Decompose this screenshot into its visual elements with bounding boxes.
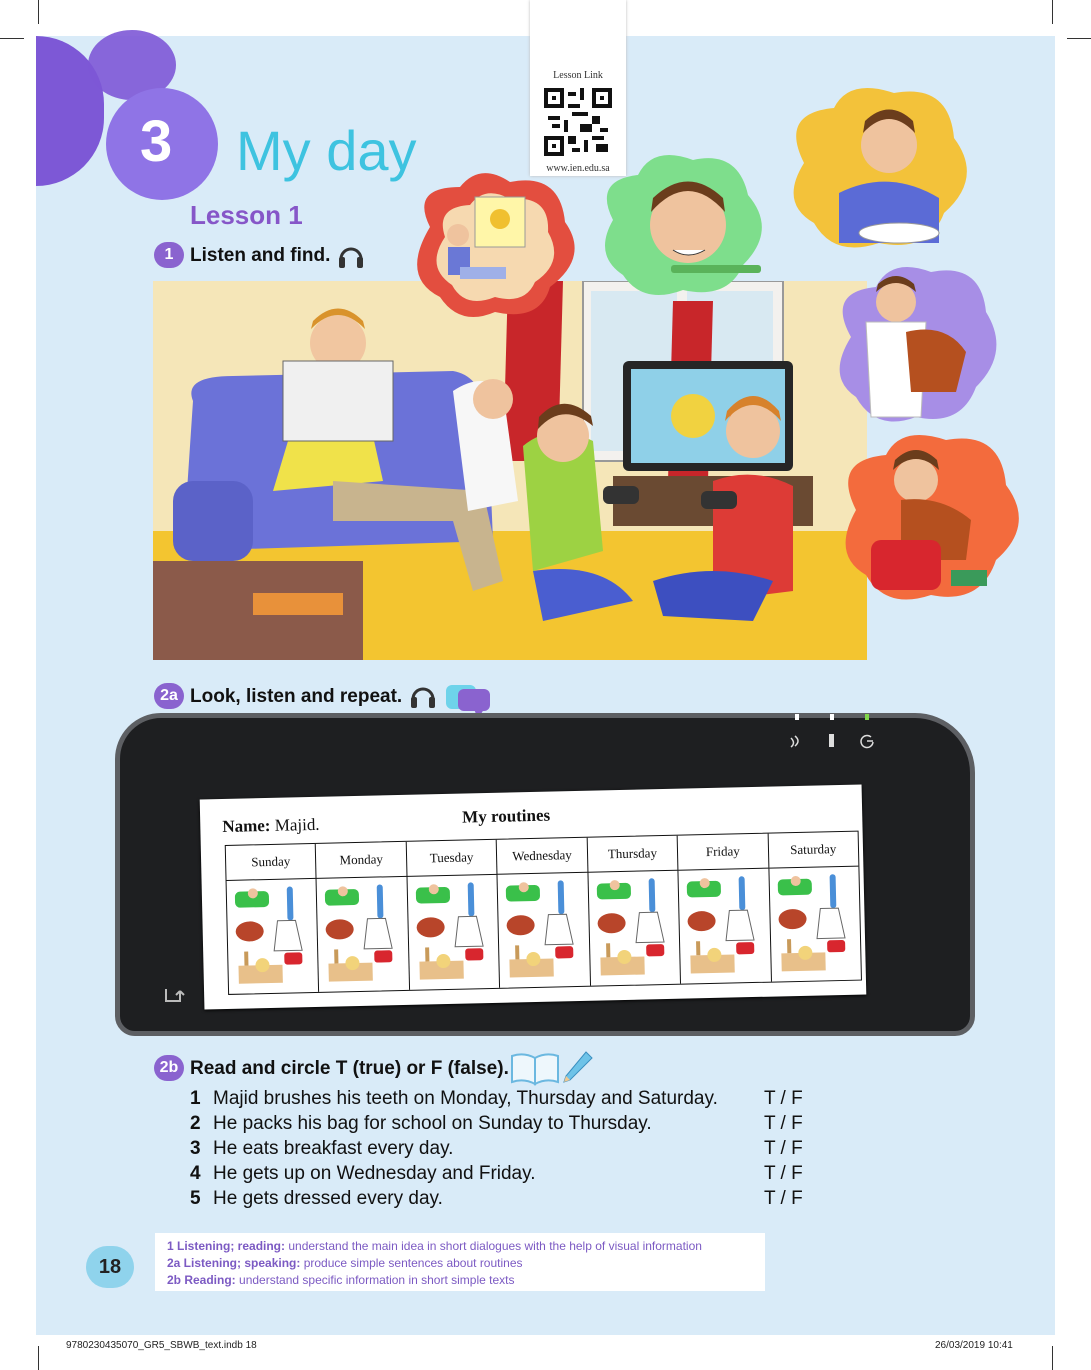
objective-line [167,1273,514,1287]
day-column [768,832,861,982]
crop-mark [0,38,24,39]
eat-breakfast-bubble [779,83,977,255]
routine-icons [502,878,586,984]
lesson-heading: Lesson 1 [190,200,303,230]
day-column [497,838,591,988]
brush-teeth-bubble [593,150,770,300]
objective-text: produce simple sentences about routines [303,1256,523,1270]
living-room-illustration [153,281,867,660]
true-false-choice[interactable]: T / F [764,1138,803,1159]
learning-objectives [155,1233,765,1291]
objective-line [167,1239,702,1253]
routine-icons [321,882,405,988]
lesson-link-label: Lesson Link [553,70,603,81]
day-column [678,834,772,984]
crop-mark [38,1346,39,1370]
routine-icons [231,884,315,990]
exercise-badge: 2b [154,1055,184,1081]
objective-text: understand specific information in short simple texts [239,1273,515,1287]
routine-icons [411,880,495,986]
day-name: Tuesday [407,840,497,877]
day-column [587,836,681,986]
day-name: Saturday [768,832,858,869]
print-file-info: 9780230435070_GR5_SBWB_text.indb 18 [66,1340,257,1351]
headphones-icon[interactable] [336,241,366,271]
routine-icons [683,874,767,980]
day-column [316,842,410,992]
day-name: Wednesday [497,838,587,875]
pencil-icon [560,1050,594,1086]
objective-label: 2a Listening; speaking: [167,1256,301,1270]
crop-mark [1067,38,1091,39]
day-name: Thursday [587,836,677,873]
routine-icons [773,872,857,978]
exercise-badge: 1 [154,242,184,268]
exercise-badge: 2a [154,683,184,709]
day-name: Monday [316,842,406,879]
status-light [865,714,869,720]
true-false-choice[interactable]: T / F [764,1163,803,1184]
get-up-bubble [400,167,582,323]
status-light [830,714,834,720]
item-number: 1 [190,1088,201,1109]
day-name: Sunday [226,844,316,881]
item-text: He gets up on Wednesday and Friday. [213,1163,536,1184]
objective-line [167,1256,523,1270]
page-number: 18 [86,1246,134,1288]
item-text: He eats breakfast every day. [213,1138,454,1159]
tablet-back-icon[interactable] [160,983,186,1005]
print-date: 26/03/2019 10:41 [935,1340,1013,1351]
sheet-name-line [222,815,320,837]
lesson-link-url[interactable]: www.ien.edu.sa [546,163,610,174]
objective-label: 1 Listening; reading: [167,1239,286,1253]
name-value: Majid. [274,814,320,835]
wifi-icon [788,734,804,748]
unit-title: My day [236,119,417,182]
day-column [407,840,501,990]
exercise-instruction: Look, listen and repeat. [190,686,403,707]
pack-bag-bubble [831,430,1027,608]
item-number: 2 [190,1113,201,1134]
day-column [226,844,320,994]
item-text: He gets dressed every day. [213,1188,443,1209]
name-label: Name: [222,815,271,837]
qr-code-icon[interactable] [544,88,612,156]
true-false-choice[interactable]: T / F [764,1088,803,1109]
get-dressed-bubble [826,262,998,430]
exercise-instruction: Listen and find. [190,245,331,266]
routine-table [225,831,862,995]
book-icon [510,1050,560,1086]
item-number: 3 [190,1138,201,1159]
status-light [795,714,799,720]
objective-text: understand the main idea in short dialogues with the help of visual information [288,1239,702,1253]
power-icon[interactable] [858,732,876,750]
objective-label: 2b Reading: [167,1273,236,1287]
headphones-icon[interactable] [408,681,438,711]
routine-icons [592,876,676,982]
crop-mark [1052,1346,1053,1370]
routine-sheet [200,785,867,1010]
true-false-choice[interactable]: T / F [764,1188,803,1209]
unit-number: 3 [140,109,173,174]
item-number: 5 [190,1188,201,1209]
sheet-title: My routines [461,805,551,827]
item-text: Majid brushes his teeth on Monday, Thursday and Saturday. [213,1088,718,1109]
exercise-instruction: Read and circle T (true) or F (false). [190,1058,509,1079]
battery-icon [829,734,834,747]
item-text: He packs his bag for school on Sunday to Thursday. [213,1113,652,1134]
true-false-choice[interactable]: T / F [764,1113,803,1134]
crop-mark [1052,0,1053,24]
day-name: Friday [678,834,768,871]
item-number: 4 [190,1163,201,1184]
crop-mark [38,0,39,24]
